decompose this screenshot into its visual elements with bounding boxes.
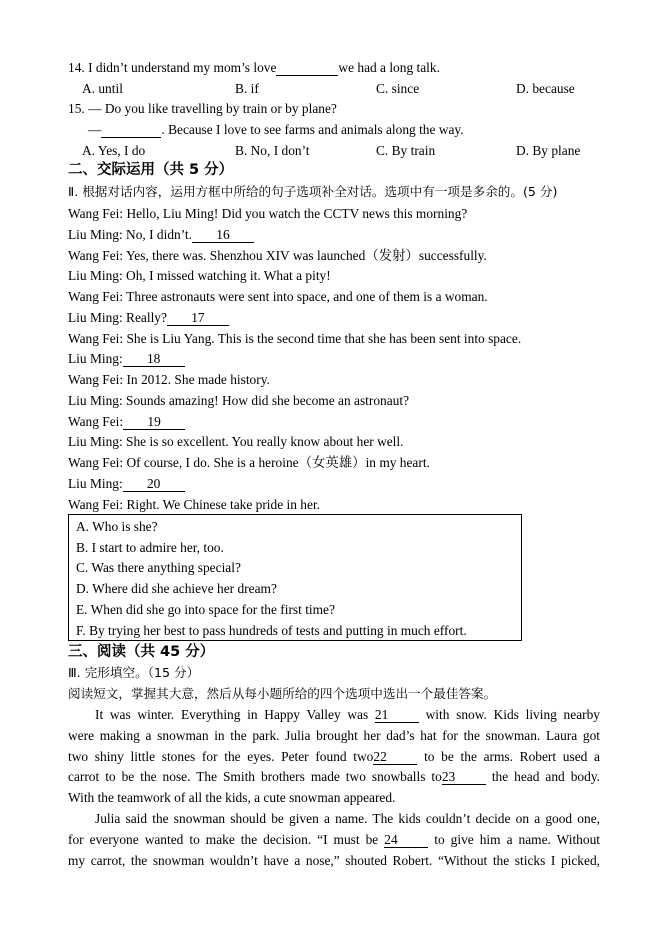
dialogue-line [68,454,430,471]
dialogue-blank-18[interactable]: 18 [123,352,185,367]
section-3-sub: Ⅲ. 完形填空。（15 分） [68,665,200,680]
q14-option-a[interactable]: A. until [82,81,123,96]
passage-text: Julia said the snowman should be given a name. The kids couldn’t decide on a good one, [95,811,600,826]
q15-answer-after: . Because I love to see farms and animals along the way. [161,122,464,137]
passage-text: for everyone wanted to make the decision. “I must be [68,831,385,847]
dialogue-speaker: Liu Ming: [68,309,123,325]
question-14-stem [68,59,440,76]
dialogue-text: She is Liu Yang. This is the second time that she has been sent into space. [123,330,522,346]
choice-e: E. When did she go into space for the first time? [76,602,335,617]
passage-blank-23[interactable]: 23 [442,770,486,785]
dialogue-text: Right. We Chinese take pride in her. [123,496,320,512]
dialogue-line [68,350,185,367]
section-2-heading: 二、交际运用（共 5 分） [68,162,234,178]
passage-text: carrot to be the nose. The Smith brothers made two snowballs to [68,769,442,785]
choice-f: F. By trying her best to pass hundreds of tests and putting in much effort. [76,623,467,638]
dialogue-text: Yes, there was. Shenzhou XIV was launched（发射）successfully. [123,247,487,263]
dialogue-text: Hello, Liu Ming! Did you watch the CCTV news this morning? [123,206,468,221]
dialogue-speaker: Liu Ming: [68,351,123,367]
dialogue-text: No, I didn’t. [122,226,192,242]
dialogue-line [68,226,254,243]
q15-blank[interactable] [101,123,161,138]
passage-text: With the teamwork of all the kids, a cute snowman appeared. [68,790,396,806]
choices-box [68,514,522,641]
q14-option-b[interactable]: B. if [235,81,259,96]
passage-line [95,810,600,827]
dialogue-speaker: Wang Fei: [68,455,124,470]
q14-blank[interactable] [276,61,338,76]
dialogue-line [68,433,403,450]
dialogue-blank-17[interactable]: 17 [167,311,229,326]
passage-line [68,727,600,744]
dialogue-speaker: Wang Fei: [68,330,124,346]
passage-text: to give him a name. Without [428,831,600,847]
q15-option-a[interactable]: A. Yes, I do [82,143,146,158]
dialogue-text: Three astronauts were sent into space, and one of them is a woman. [123,289,488,304]
q15-answer-prefix: — [88,122,102,137]
question-15-stem: 15. — Do you like travelling by train or by plane? [68,101,337,116]
dialogue-text: Really? [122,309,167,325]
choice-c: C. Was there anything special? [76,560,241,575]
passage-text: It was winter. Everything in Happy Valley was [95,707,375,722]
dialogue-speaker: Liu Ming: [68,434,123,450]
dialogue-speaker: Wang Fei: [68,372,124,387]
passage-text: my carrot, the snowman wouldn’t have a nose,” shouted Robert. “Without the sticks I picked, [68,852,600,868]
dialogue-speaker: Wang Fei: [68,289,124,304]
dialogue-speaker: Wang Fei: [68,413,124,429]
q15-option-b[interactable]: B. No, I don’t [235,143,310,158]
dialogue-line [68,371,270,388]
passage-text: with snow. Kids living nearby [418,707,600,722]
dialogue-text: Sounds amazing! How did she become an astronaut? [122,392,410,408]
choice-a: A. Who is she? [76,519,158,534]
dialogue-blank-20[interactable]: 20 [123,477,185,492]
dialogue-line [68,267,331,284]
q14-option-d[interactable]: D. because [516,81,575,96]
passage-text: the head and body. [485,769,600,785]
dialogue-line [68,413,185,430]
dialogue-speaker: Wang Fei: [68,496,124,512]
dialogue-line [68,288,488,305]
q14-stem-before: 14. I didn’t understand my mom’s love [68,60,277,75]
passage-line [68,748,600,765]
dialogue-line [68,205,467,222]
dialogue-speaker: Liu Ming: [68,226,123,242]
passage-line [68,789,600,806]
passage-line [68,768,600,785]
dialogue-line [68,475,185,492]
passage-line [68,852,600,869]
passage-line [68,831,600,848]
dialogue-blank-19[interactable]: 19 [123,415,185,430]
dialogue-speaker: Liu Ming: [68,392,123,408]
dialogue-line [68,392,409,409]
dialogue-text: Oh, I missed watching it. What a pity! [122,268,331,284]
dialogue-line [68,309,229,326]
passage-blank-24[interactable]: 24 [384,833,428,848]
section-3-instruction: 阅读短文，掌握其大意，然后从每小题所给的四个选项中选出一个最佳答案。 [68,686,497,701]
passage-text: to be the arms. Robert used a [417,748,600,764]
question-15-answer-line [88,121,464,138]
q14-option-c[interactable]: C. since [376,81,420,96]
choice-b: B. I start to admire her, too. [76,540,224,555]
dialogue-speaker: Wang Fei: [68,206,124,221]
section-3-heading: 三、阅读（共 45 分） [68,644,215,660]
q15-option-c[interactable]: C. By train [376,143,436,158]
passage-line [95,706,600,723]
dialogue-blank-16[interactable]: 16 [192,228,254,243]
q14-stem-after: we had a long talk. [338,60,440,75]
dialogue-speaker: Liu Ming: [68,475,123,491]
choice-d: D. Where did she achieve her dream? [76,581,277,596]
dialogue-speaker: Wang Fei: [68,247,124,263]
dialogue-line [68,496,320,513]
dialogue-text: In 2012. She made history. [123,372,270,387]
section-2-instruction: Ⅱ. 根据对话内容，运用方框中所给的句子选项补全对话。选项中有一项是多余的。(5 分) [68,184,558,199]
dialogue-line [68,330,521,347]
passage-text: two shiny little stones for the eyes. Peter found two [68,748,374,764]
dialogue-text: Of course, I do. She is a heroine（女英雄）in my heart. [123,455,430,470]
passage-text: were making a snowman in the park. Julia brought her dad’s hat for the snowman. Laura got [68,727,600,743]
passage-blank-21[interactable]: 21 [375,708,419,723]
dialogue-speaker: Liu Ming: [68,268,123,284]
q15-option-d[interactable]: D. By plane [516,143,581,158]
dialogue-line [68,247,487,264]
dialogue-text: She is so excellent. You really know about her well. [122,434,404,450]
passage-blank-22[interactable]: 22 [373,750,417,765]
